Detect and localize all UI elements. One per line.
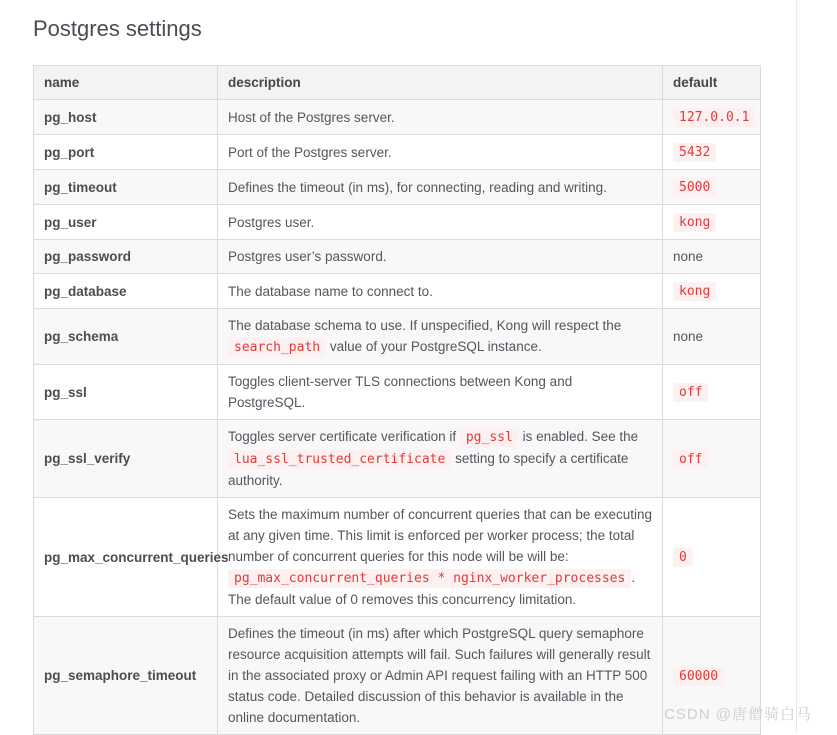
setting-default-cell (663, 100, 761, 135)
setting-name-cell (34, 100, 218, 135)
setting-default-cell (663, 205, 761, 240)
setting-name-cell (34, 309, 218, 365)
column-header-default: default (663, 66, 761, 100)
description-text: Sets the maximum number of concurrent queries that can be executing at any given time. This limit is enforced per worker process; the total number of concurrent queries for this node will be will be: (228, 507, 652, 564)
setting-name-cell (34, 365, 218, 420)
table-header (34, 66, 761, 100)
setting-default-cell (663, 420, 761, 498)
default-code-value: 60000 (673, 667, 724, 686)
table-row (34, 205, 761, 240)
description-text: setting to specify a certificate authority. (228, 451, 629, 488)
setting-default-cell (663, 170, 761, 205)
description-text: Host of the Postgres server. (228, 109, 395, 125)
table-row (34, 617, 761, 735)
setting-name-cell (34, 274, 218, 309)
column-header-name: name (34, 66, 218, 100)
inline-code: pg_ssl (460, 428, 519, 447)
setting-name-cell (34, 420, 218, 498)
description-text: is enabled. See the (518, 429, 639, 444)
setting-description-cell (218, 100, 663, 135)
table-row (34, 100, 761, 135)
default-code-value: off (673, 383, 708, 402)
description-text: The database schema to use. If unspecified, Kong will respect the (228, 318, 622, 333)
setting-description-cell (218, 240, 663, 274)
default-code-value: kong (673, 213, 716, 232)
page-title: Postgres settings (33, 16, 202, 41)
setting-description-cell (218, 309, 663, 365)
setting-description-cell (218, 420, 663, 498)
description-text: . The default value of 0 removes this concurrency limitation. (228, 570, 636, 607)
description-text: Defines the timeout (in ms) after which PostgreSQL query semaphore resource acquisition attempts will fail. Such failures will generally result in the associated proxy or Admin API request failing with an HTTP 500 status code. Detailed discussion of this behavior is available in the online documentation. (228, 626, 651, 725)
description-text: Toggles server certificate verification if (228, 429, 460, 444)
setting-name: pg_ssl (44, 384, 87, 400)
table-row (34, 170, 761, 205)
settings-table (33, 65, 761, 735)
table-body (34, 100, 761, 735)
setting-name: pg_ssl_verify (44, 451, 131, 466)
header-row (34, 66, 761, 100)
setting-default-cell (663, 240, 761, 274)
description-text: The database name to connect to. (228, 283, 433, 299)
setting-name: pg_database (44, 283, 127, 299)
setting-name: pg_schema (44, 329, 119, 344)
setting-description-cell (218, 205, 663, 240)
inline-code: lua_ssl_trusted_certificate (228, 450, 451, 469)
default-code-value: 127.0.0.1 (673, 108, 755, 127)
default-code-value: off (673, 450, 708, 469)
description-text: value of your PostgreSQL instance. (326, 339, 542, 354)
table-row (34, 240, 761, 274)
watermark-text: CSDN @唐僧骑白马 (664, 706, 812, 723)
inline-code: search_path (228, 338, 326, 357)
setting-name: pg_host (44, 109, 97, 125)
setting-name: pg_semaphore_timeout (44, 668, 197, 683)
table-row (34, 498, 761, 617)
setting-name-cell (34, 617, 218, 735)
default-text-value: none (673, 329, 704, 344)
description-text: Postgres user’s password. (228, 249, 387, 264)
setting-description-cell (218, 617, 663, 735)
setting-name: pg_port (44, 144, 95, 160)
setting-name: pg_user (44, 214, 97, 230)
setting-description-cell (218, 170, 663, 205)
setting-description-cell (218, 498, 663, 617)
column-header-description: description (218, 66, 663, 100)
description-text: Postgres user. (228, 214, 315, 230)
setting-default-cell (663, 135, 761, 170)
description-text: Defines the timeout (in ms), for connecting, reading and writing. (228, 179, 607, 195)
setting-name-cell (34, 205, 218, 240)
setting-default-cell (663, 309, 761, 365)
setting-name-cell (34, 170, 218, 205)
setting-name-cell (34, 498, 229, 617)
setting-name: pg_timeout (44, 179, 117, 195)
default-code-value: kong (673, 282, 716, 301)
setting-default-cell (663, 274, 761, 309)
table-row (34, 365, 761, 420)
description-text: Port of the Postgres server. (228, 144, 392, 160)
setting-name: pg_password (44, 249, 132, 264)
table-row (34, 274, 761, 309)
default-code-value: 5000 (673, 178, 716, 197)
inline-code: pg_max_concurrent_queries * nginx_worker_processes (228, 569, 631, 588)
setting-default-cell (663, 498, 761, 617)
table-row (34, 420, 761, 498)
table-row (34, 135, 761, 170)
setting-name-cell (34, 135, 218, 170)
table-row (34, 309, 761, 365)
setting-name: pg_max_concurrent_queries (44, 549, 229, 565)
description-text: Toggles client-server TLS connections between Kong and PostgreSQL. (228, 374, 573, 410)
setting-default-cell (663, 365, 761, 420)
setting-description-cell (218, 135, 663, 170)
setting-description-cell (218, 365, 663, 420)
setting-name-cell (34, 240, 218, 274)
default-text-value: none (673, 249, 704, 264)
setting-description-cell (218, 274, 663, 309)
default-code-value: 5432 (673, 143, 716, 162)
content-divider-line (796, 0, 797, 733)
default-code-value: 0 (673, 548, 693, 567)
